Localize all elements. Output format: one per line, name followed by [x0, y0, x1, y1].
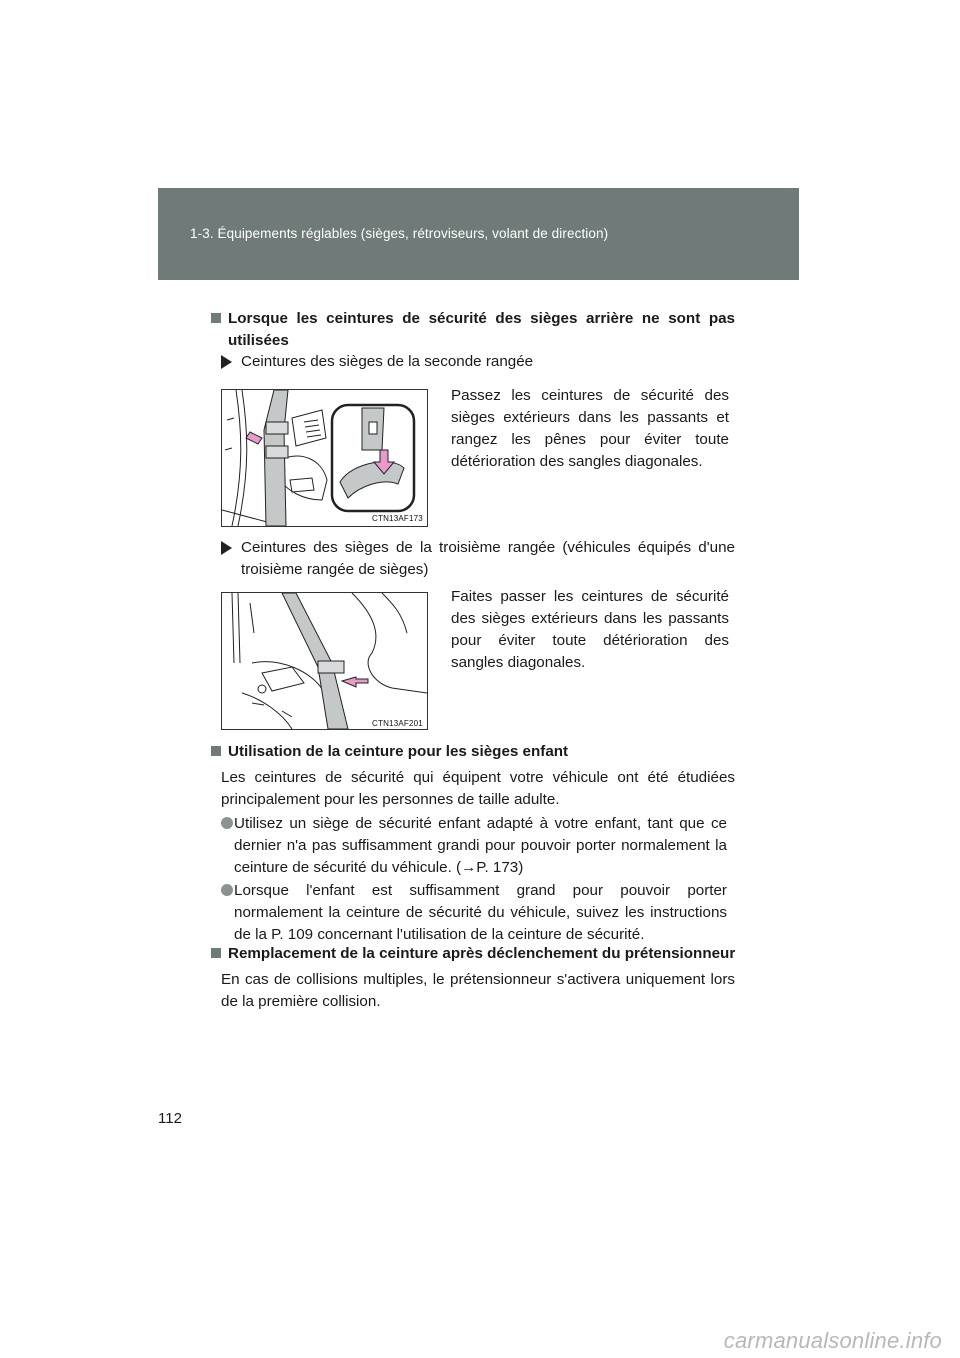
second-row-belt-illustration: [222, 390, 427, 526]
triangle-arrow-icon: [221, 541, 232, 555]
bullet-text: Utilisez un siège de sécurité enfant adapté à votre enfant, tant que ce dernier n'a pas suffisamment grandi pour pouvoir porter normalement la ceinture de sécurité du véhicule. (→P. 173): [234, 815, 727, 876]
sub-item-third-row: [221, 537, 735, 581]
square-bullet-icon: [211, 313, 221, 323]
section-header-band: [158, 188, 799, 280]
figure-third-row-belt: [221, 592, 428, 730]
figure-second-row-belt: [221, 389, 428, 527]
watermark: carmanualsonline.info: [723, 1328, 942, 1353]
pretensioner-paragraph: En cas de collisions multiples, le prétensionneur s'activera uniquement lors de la première collision.: [221, 971, 735, 1010]
child-seat-bullet-2: [221, 880, 727, 946]
figure-code: CTN13AF173: [372, 514, 423, 523]
description-third-row: Faites passer les ceintures de sécurité des sièges extérieurs dans les passants pour éviter toute détérioration des sangles diagonales.: [451, 588, 729, 671]
round-bullet-icon: [221, 884, 233, 896]
heading-text: Remplacement de la ceinture après déclenchement du prétensionneur: [228, 945, 736, 962]
heading-text: Lorsque les ceintures de sécurité des sièges arrière ne sont pas utilisées: [228, 310, 735, 349]
triangle-arrow-icon: [221, 355, 232, 369]
square-bullet-icon: [211, 746, 221, 756]
round-bullet-icon: [221, 817, 233, 829]
child-seat-paragraph: Les ceintures de sécurité qui équipent votre véhicule ont été étudiées principalement pour les personnes de taille adulte.: [221, 769, 735, 808]
sub-item-title: Ceintures des sièges de la troisième rangée (véhicules équipés d'une troisième rangée de sièges): [241, 539, 735, 578]
section-heading-pretensioner: [211, 943, 741, 965]
sub-item-title: Ceintures des sièges de la seconde rangée: [241, 353, 534, 370]
sub-item-second-row: [221, 351, 735, 373]
figure-code: CTN13AF201: [372, 719, 423, 728]
page-number: 112: [158, 1110, 182, 1127]
bullet-text: Lorsque l'enfant est suffisamment grand pour pouvoir porter normalement la ceinture de sécurité du véhicule, suivez les instructions de la P. 109 concernant l'utilisation de la ceinture de sécurité.: [234, 882, 727, 943]
heading-text: Utilisation de la ceinture pour les sièges enfant: [228, 743, 569, 760]
square-bullet-icon: [211, 948, 221, 958]
description-second-row: Passez les ceintures de sécurité des sièges extérieurs dans les passants et rangez les pênes pour éviter toute détérioration des sangles diagonales.: [451, 387, 729, 470]
third-row-belt-illustration: [222, 593, 427, 729]
section-title: 1-3. Équipements réglables (sièges, rétroviseurs, volant de direction): [190, 226, 609, 241]
child-seat-bullet-1: [221, 813, 727, 879]
section-heading-unused-rear-belts: [211, 308, 735, 352]
section-heading-child-seats: [211, 741, 735, 763]
